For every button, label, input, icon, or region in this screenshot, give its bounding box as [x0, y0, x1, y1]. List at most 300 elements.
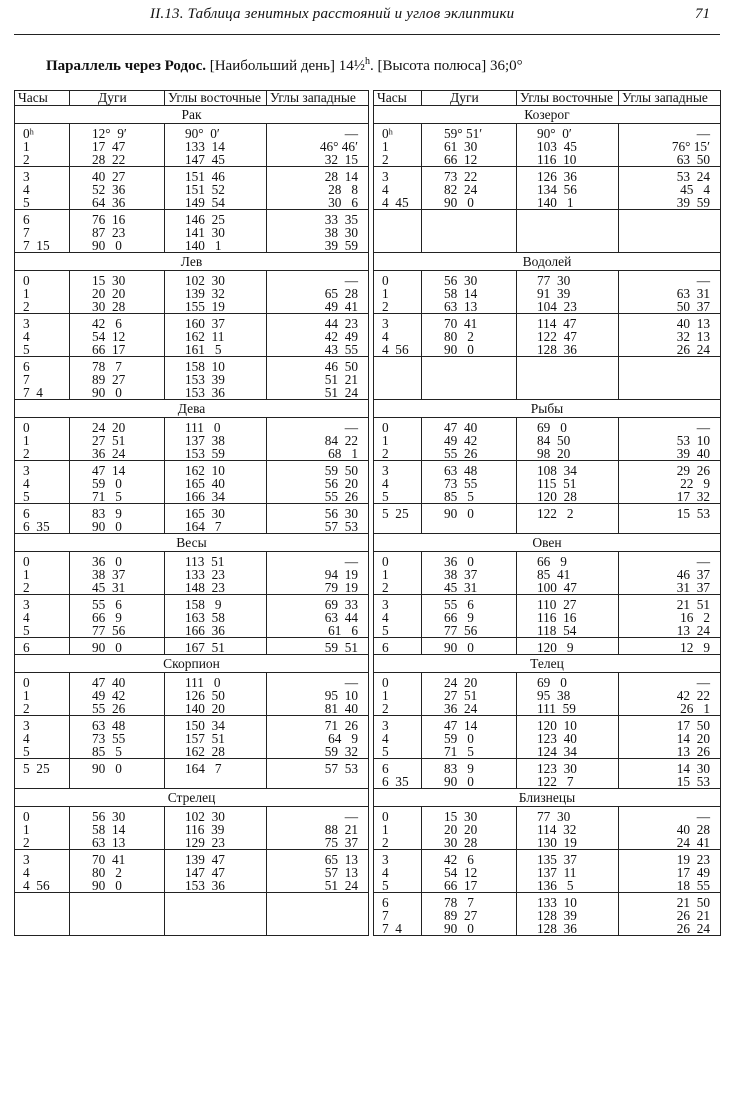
table-value: 6 35 — [382, 774, 409, 789]
table-value: 19 23 — [676, 852, 710, 867]
table-value: 17 47 — [92, 139, 126, 154]
table-value: 42 22 — [676, 688, 710, 703]
hour-group-row — [15, 853, 721, 893]
west-angle-cell — [267, 641, 369, 655]
table-value: 85 5 — [92, 744, 122, 759]
east-angle-cell — [165, 507, 267, 534]
table-body — [15, 106, 721, 936]
table-value: 36 24 — [92, 446, 126, 461]
table-value: 3 — [382, 169, 389, 184]
col-arcs-left: Дуги — [70, 91, 165, 106]
table-value: 61 6 — [328, 623, 358, 638]
running-header — [150, 6, 710, 28]
hour-group-row — [15, 810, 721, 850]
table-value: — — [344, 273, 358, 288]
table-value: 83 9 — [92, 506, 122, 521]
table-value: 1 — [382, 822, 389, 837]
table-value: 5 — [382, 489, 389, 504]
table-value: 24 20 — [444, 675, 478, 690]
table-value: 3 — [382, 718, 389, 733]
table-value: 26 24 — [676, 921, 710, 936]
hour-group-row — [15, 676, 721, 716]
hour-group-row — [15, 274, 721, 314]
west-angle-cell — [619, 896, 721, 936]
table-value: 63 13 — [92, 835, 126, 850]
table-value: 95 38 — [537, 688, 571, 703]
east-angle-cell — [517, 896, 619, 936]
table-value: 59 50 — [324, 463, 358, 478]
arcs-cell — [422, 896, 517, 936]
table-value: 135 37 — [537, 852, 577, 867]
table-value: 87 23 — [92, 225, 126, 240]
table-value: 153 59 — [185, 446, 225, 461]
table-value: 7 — [382, 908, 389, 923]
table-value: — — [344, 554, 358, 569]
table-value: 111 0 — [185, 420, 221, 435]
table-value: 118 54 — [537, 623, 577, 638]
table-value: 4 — [23, 476, 30, 491]
east-angle-cell — [517, 213, 619, 253]
table-value: 73 22 — [444, 169, 478, 184]
table-value: 42 6 — [92, 316, 122, 331]
table-value: — — [696, 273, 710, 288]
table-value: 164 7 — [185, 519, 222, 534]
table-value: 95 10 — [324, 688, 358, 703]
table-value: 153 36 — [185, 385, 225, 400]
east-angle-cell — [517, 421, 619, 461]
table-value: 59° 51′ — [444, 126, 483, 141]
hour-group-row — [15, 360, 721, 400]
west-angle-cell — [267, 598, 369, 638]
west-angle-cell — [619, 810, 721, 850]
table-value: 123 40 — [537, 731, 577, 746]
hours-cell — [374, 360, 422, 400]
arcs-cell — [422, 853, 517, 893]
table-value: 27 51 — [92, 433, 126, 448]
table-value: 21 51 — [676, 597, 710, 612]
table-value: 24 20 — [92, 420, 126, 435]
hours-cell — [374, 555, 422, 595]
table-value: 108 34 — [537, 463, 577, 478]
hours-cell — [15, 213, 70, 253]
table-value: 89 27 — [444, 908, 478, 923]
east-angle-cell — [165, 213, 267, 253]
east-angle-cell — [165, 641, 267, 655]
arcs-cell — [422, 676, 517, 716]
subtitle-sup: h — [365, 56, 371, 67]
table-value: 1 — [23, 688, 30, 703]
table-value: 26 1 — [680, 701, 710, 716]
table-value: 133 14 — [185, 139, 225, 154]
table-value: 70 41 — [444, 316, 478, 331]
table-value: 155 19 — [185, 299, 225, 314]
table-value: 167 51 — [185, 640, 225, 655]
table-value: 65 13 — [324, 852, 358, 867]
west-angle-cell — [619, 507, 721, 534]
hours-cell — [15, 641, 70, 655]
arcs-cell — [70, 213, 165, 253]
table-value: 18 55 — [676, 878, 710, 893]
table-value: 4 56 — [23, 878, 50, 893]
table-value: 6 — [382, 761, 389, 776]
col-west-left: Углы западные — [267, 91, 369, 106]
table-value: 1 — [382, 433, 389, 448]
hours-cell — [374, 317, 422, 357]
table-value: 83 9 — [444, 761, 474, 776]
table-value: 0 — [382, 675, 389, 690]
table-value: 6 — [23, 212, 30, 227]
table-value: 55 6 — [92, 597, 122, 612]
east-angle-cell — [517, 464, 619, 504]
table-value: 120 9 — [537, 640, 574, 655]
table-value: 85 41 — [537, 567, 571, 582]
table-value: — — [696, 420, 710, 435]
table-value: 161 5 — [185, 342, 222, 357]
table-value: 2 — [382, 580, 389, 595]
hours-cell — [374, 274, 422, 314]
sign-row — [15, 534, 721, 552]
hours-cell — [15, 762, 70, 789]
table-value: 7 15 — [23, 238, 50, 253]
table-value: 4 — [382, 476, 389, 491]
table-value: 46 50 — [324, 359, 358, 374]
table-value: 5 — [23, 489, 30, 504]
table-value: 4 — [23, 329, 30, 344]
arcs-cell — [422, 762, 517, 789]
table-value: 71 5 — [92, 489, 122, 504]
hours-cell — [374, 719, 422, 759]
table-value: 111 0 — [185, 675, 221, 690]
table-value: 3 — [23, 852, 30, 867]
col-hours-left: Часы — [15, 91, 70, 106]
sign-row — [15, 400, 721, 418]
arcs-cell — [70, 853, 165, 893]
table-value: 137 11 — [537, 865, 577, 880]
table-value: — — [344, 126, 358, 141]
arcs-cell — [70, 896, 165, 936]
table-value: 4 — [382, 731, 389, 746]
hour-group-row — [15, 641, 721, 655]
table-value: 150 34 — [185, 718, 225, 733]
table-value: 59 51 — [324, 640, 358, 655]
table-value: 0ʰ — [23, 126, 34, 141]
table-value: 84 22 — [324, 433, 358, 448]
table-value: 4 45 — [382, 195, 409, 210]
table-value: 137 38 — [185, 433, 225, 448]
zodiac-sign-right: Телец — [374, 655, 721, 673]
hours-cell — [15, 317, 70, 357]
table-value: 115 51 — [537, 476, 577, 491]
hours-cell — [374, 810, 422, 850]
arcs-cell — [70, 719, 165, 759]
table-value: 21 50 — [676, 895, 710, 910]
table-value: 64 36 — [92, 195, 126, 210]
west-angle-cell — [619, 676, 721, 716]
table-value: 55 6 — [444, 597, 474, 612]
hours-cell — [374, 598, 422, 638]
sign-row — [15, 655, 721, 673]
table-value: — — [696, 554, 710, 569]
table-value: 2 — [382, 152, 389, 167]
table-value: 69 0 — [537, 420, 567, 435]
table-value: 51 24 — [324, 385, 358, 400]
table-value: 90 0 — [444, 640, 474, 655]
table-value: 116 16 — [537, 610, 577, 625]
table-value: 39 59 — [324, 238, 358, 253]
table-value: 32 13 — [676, 329, 710, 344]
table-value: 4 — [23, 865, 30, 880]
table-value: — — [696, 809, 710, 824]
hours-cell — [374, 464, 422, 504]
table-value: 84 50 — [537, 433, 571, 448]
table-value: 2 — [23, 299, 30, 314]
table-value: 45 31 — [92, 580, 126, 595]
hours-cell — [374, 676, 422, 716]
arcs-cell — [422, 213, 517, 253]
table-value: 1 — [382, 286, 389, 301]
table-value: 116 10 — [537, 152, 577, 167]
table-value: 2 — [23, 701, 30, 716]
table-value: 63 13 — [444, 299, 478, 314]
table-value: 42 49 — [324, 329, 358, 344]
table-value: 123 30 — [537, 761, 577, 776]
table-value: 4 — [23, 610, 30, 625]
table-value: 75 37 — [324, 835, 358, 850]
table-value: 47 40 — [444, 420, 478, 435]
table-value: 147 45 — [185, 152, 225, 167]
table-value: 15 30 — [444, 809, 478, 824]
table-value: 38 30 — [324, 225, 358, 240]
table-value: 122 47 — [537, 329, 577, 344]
table-value: 90 0 — [92, 640, 122, 655]
arcs-cell — [70, 464, 165, 504]
table-value: 77 30 — [537, 809, 571, 824]
table-value: 15 30 — [92, 273, 126, 288]
sign-row — [15, 789, 721, 807]
table-value: 0 — [23, 420, 30, 435]
table-value: 40 27 — [92, 169, 126, 184]
east-angle-cell — [517, 127, 619, 167]
table-value: 90 0 — [444, 506, 474, 521]
arcs-cell — [70, 170, 165, 210]
west-angle-cell — [619, 555, 721, 595]
hours-cell — [15, 719, 70, 759]
table-value: 141 30 — [185, 225, 225, 240]
table-value: 5 — [382, 878, 389, 893]
east-angle-cell — [517, 274, 619, 314]
table-value: 66 17 — [444, 878, 478, 893]
table-value: 76 16 — [92, 212, 126, 227]
table-value: 147 47 — [185, 865, 225, 880]
table-value: 56 30 — [324, 506, 358, 521]
table-value: 2 — [382, 446, 389, 461]
table-value: 66 9 — [92, 610, 122, 625]
table-value: 30 6 — [328, 195, 358, 210]
table-value: 149 54 — [185, 195, 225, 210]
table-value: 43 55 — [324, 342, 358, 357]
table-value: 77 56 — [92, 623, 126, 638]
arcs-cell — [422, 170, 517, 210]
table-value: 71 26 — [324, 718, 358, 733]
table-value: 31 37 — [676, 580, 710, 595]
zodiac-sign-left: Лев — [15, 253, 369, 271]
arcs-cell — [422, 127, 517, 167]
page-number: 71 — [695, 6, 710, 22]
table-value: 26 21 — [676, 908, 710, 923]
arcs-cell — [70, 810, 165, 850]
table-value: 114 32 — [537, 822, 577, 837]
table-value: 46° 46′ — [319, 139, 358, 154]
table-value: 129 23 — [185, 835, 225, 850]
table-value: 3 — [23, 169, 30, 184]
table-value: 16 2 — [680, 610, 710, 625]
east-angle-cell — [165, 762, 267, 789]
table-value: 116 39 — [185, 822, 225, 837]
arcs-cell — [70, 676, 165, 716]
arcs-cell — [422, 507, 517, 534]
west-angle-cell — [267, 464, 369, 504]
table-value: 3 — [382, 463, 389, 478]
west-angle-cell — [267, 853, 369, 893]
table-value: 90° 0′ — [537, 126, 572, 141]
table-value: 0 — [382, 809, 389, 824]
arcs-cell — [70, 555, 165, 595]
sign-row — [15, 106, 721, 124]
east-angle-cell — [517, 719, 619, 759]
table-value: 68 1 — [328, 446, 358, 461]
arcs-cell — [422, 464, 517, 504]
west-angle-cell — [619, 719, 721, 759]
table-value: 65 28 — [324, 286, 358, 301]
table-value: 47 14 — [92, 463, 126, 478]
table-value: 49 41 — [324, 299, 358, 314]
east-angle-cell — [517, 641, 619, 655]
table-value: 53 24 — [676, 169, 710, 184]
zodiac-sign-right: Рыбы — [374, 400, 721, 418]
table-value: 55 26 — [92, 701, 126, 716]
arcs-cell — [422, 598, 517, 638]
table-value: 162 28 — [185, 744, 225, 759]
arcs-cell — [422, 274, 517, 314]
col-hours-right: Часы — [374, 91, 422, 106]
hours-cell — [374, 853, 422, 893]
table-value: 140 1 — [185, 238, 222, 253]
table-value: 3 — [23, 597, 30, 612]
sign-row — [15, 253, 721, 271]
table-value: 110 27 — [537, 597, 577, 612]
table-value: 124 34 — [537, 744, 577, 759]
arcs-cell — [422, 641, 517, 655]
table-value: 94 19 — [324, 567, 358, 582]
table-value: 4 — [382, 182, 389, 197]
hour-group-row — [15, 464, 721, 504]
hours-cell — [15, 896, 70, 936]
west-angle-cell — [619, 598, 721, 638]
table-value: 54 12 — [444, 865, 478, 880]
arcs-cell — [70, 421, 165, 461]
table-value: 70 41 — [92, 852, 126, 867]
west-angle-cell — [619, 853, 721, 893]
table-value: 29 26 — [676, 463, 710, 478]
table-value: 12° 9′ — [92, 126, 127, 141]
zodiac-sign-left: Дева — [15, 400, 369, 418]
table-value: — — [344, 675, 358, 690]
table-value: 120 28 — [537, 489, 577, 504]
subtitle-label: Параллель через Родос. — [46, 58, 206, 74]
hours-cell — [15, 676, 70, 716]
table-value: 111 59 — [537, 701, 576, 716]
table-value: 5 — [382, 744, 389, 759]
table-value: 128 36 — [537, 342, 577, 357]
table-value: 56 20 — [324, 476, 358, 491]
east-angle-cell — [517, 507, 619, 534]
table-value: 158 9 — [185, 597, 222, 612]
table-value: 139 47 — [185, 852, 225, 867]
east-angle-cell — [165, 719, 267, 759]
table-value: 134 56 — [537, 182, 577, 197]
table-value: 136 5 — [537, 878, 574, 893]
table-value: 120 10 — [537, 718, 577, 733]
subtitle-text2: . [Высота полюса] 36;0° — [370, 58, 523, 74]
zodiac-sign-left: Стрелец — [15, 789, 369, 807]
table-value: 153 39 — [185, 372, 225, 387]
table-value: 88 21 — [324, 822, 358, 837]
hours-cell — [15, 598, 70, 638]
west-angle-cell — [267, 213, 369, 253]
table-value: 66 12 — [444, 152, 478, 167]
hour-group-row — [15, 507, 721, 534]
table-value: 0 — [23, 554, 30, 569]
table-value: 4 — [23, 731, 30, 746]
table-value: 17 32 — [676, 489, 710, 504]
table-value: 2 — [23, 152, 30, 167]
hour-group-row — [15, 317, 721, 357]
east-angle-cell — [165, 421, 267, 461]
west-angle-cell — [267, 810, 369, 850]
table-value: 56 30 — [92, 809, 126, 824]
table-value: 36 0 — [92, 554, 122, 569]
table-value: 80 2 — [92, 865, 122, 880]
west-angle-cell — [619, 360, 721, 400]
hours-cell — [15, 507, 70, 534]
hour-group-row — [15, 896, 721, 936]
hour-group-row — [15, 719, 721, 759]
east-angle-cell — [517, 360, 619, 400]
table-value: 46 37 — [676, 567, 710, 582]
east-angle-cell — [165, 896, 267, 936]
table-value: 126 50 — [185, 688, 225, 703]
table-value: 113 51 — [185, 554, 225, 569]
hours-cell — [374, 762, 422, 789]
table-value: 47 14 — [444, 718, 478, 733]
arcs-cell — [70, 641, 165, 655]
table-value: 1 — [382, 567, 389, 582]
table-value: 90 0 — [92, 385, 122, 400]
table-value: 122 7 — [537, 774, 574, 789]
table-value: 1 — [382, 139, 389, 154]
hours-cell — [15, 555, 70, 595]
col-arcs-right: Дуги — [422, 91, 517, 106]
table-value: 42 6 — [444, 852, 474, 867]
table-value: 7 4 — [23, 385, 43, 400]
hours-cell — [15, 274, 70, 314]
table-value: 89 27 — [92, 372, 126, 387]
east-angle-cell — [165, 127, 267, 167]
table-value: 57 53 — [324, 519, 358, 534]
table-value: 79 19 — [324, 580, 358, 595]
table-value: 26 24 — [676, 342, 710, 357]
table-value: — — [696, 675, 710, 690]
